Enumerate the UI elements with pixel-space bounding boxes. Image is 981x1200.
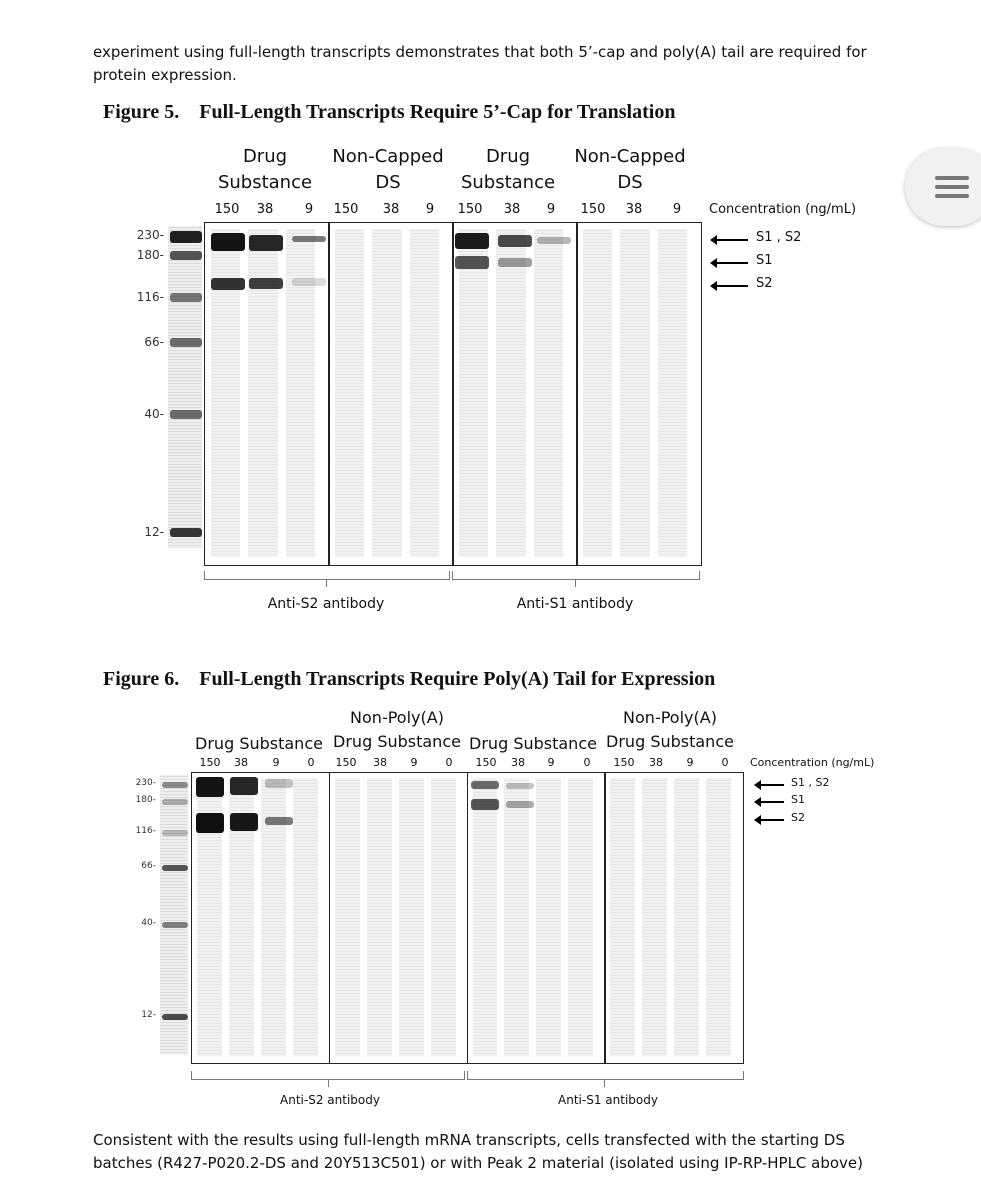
figure6-lane xyxy=(642,778,667,1056)
figure5-group-header: Drug Substance xyxy=(217,146,313,193)
figure5-protein-band xyxy=(537,237,571,244)
paragraph-top: experiment using full-length transcripts demonstrates that both 5’-cap and poly(A) tail are required for protein expression. xyxy=(93,43,867,84)
figure6-concentration: 9 xyxy=(410,756,418,769)
figure5-lane xyxy=(410,229,439,557)
figure5-ladder-band xyxy=(170,338,202,347)
figure6-group-header: Non-Poly(A) Drug Substance xyxy=(333,708,461,751)
figure6-concentration: 0 xyxy=(721,756,729,769)
figure5-brace-left xyxy=(204,571,450,580)
figure6-ladder-label: 66- xyxy=(141,861,156,871)
figure6-concentration: 9 xyxy=(547,756,555,769)
figure6-number: Figure 6. xyxy=(103,668,180,690)
figure6-antibody-label: Anti-S2 antibody xyxy=(280,1093,380,1107)
figure6-protein-band xyxy=(265,779,293,788)
figure6-concentration: 38 xyxy=(373,756,387,769)
figure6-concentration: 150 xyxy=(475,756,497,769)
figure5-group-divider xyxy=(576,223,578,565)
figure5-band-label: S1 , S2 xyxy=(756,230,802,245)
figure6-group-divider xyxy=(467,773,469,1063)
figure6-lane xyxy=(536,778,561,1056)
figure5-lane xyxy=(620,229,649,557)
figure5-concentration: 9 xyxy=(672,202,682,217)
figure6-ladder-label: 40- xyxy=(141,918,156,928)
figure5-ladder-label: 12- xyxy=(144,525,164,539)
figure6-lane xyxy=(293,778,318,1056)
figure6-ladder-band xyxy=(162,865,188,871)
figure5-ladder-label: 40- xyxy=(144,407,164,421)
figure6-protein-band xyxy=(230,813,258,831)
figure6-protein-band xyxy=(471,799,499,810)
figure5-ladder-band xyxy=(170,231,202,243)
figure5-title-text: Full-Length Transcripts Require 5’-Cap for Translation xyxy=(199,101,676,123)
figure5-lane xyxy=(583,229,612,557)
figure5-ladder-label: 180- xyxy=(136,248,164,262)
figure5-concentration: 9 xyxy=(304,202,314,217)
figure5-protein-band xyxy=(211,233,245,251)
figure5-ladder-label: 230- xyxy=(136,228,164,242)
figure6-lane xyxy=(706,778,731,1056)
figure5-concentration: 38 xyxy=(382,202,400,217)
figure6-band-label: S2 xyxy=(791,811,805,824)
figure6-lane xyxy=(431,778,456,1056)
figure5-concentration: 38 xyxy=(625,202,643,217)
figure6-concentration: 150 xyxy=(335,756,357,769)
figure5-band-arrow xyxy=(716,285,748,287)
figure5-concentration-label: Concentration (ng/mL) xyxy=(709,202,857,217)
figure5-group-divider xyxy=(328,223,330,565)
figure6-brace-right xyxy=(467,1071,744,1080)
figure6-ladder xyxy=(160,775,188,1055)
figure5-group-divider xyxy=(452,223,454,565)
figure6-lane xyxy=(473,778,498,1056)
figure6-band-arrow xyxy=(760,784,784,786)
figure6-concentration: 9 xyxy=(272,756,280,769)
figure5-protein-band xyxy=(455,233,489,249)
figure5-brace-right xyxy=(452,571,700,580)
figure5-antibody-label: Anti-S2 antibody xyxy=(267,596,385,612)
figure6-ladder-band xyxy=(162,922,188,928)
figure5-title xyxy=(103,101,675,124)
figure5-lane xyxy=(534,229,563,557)
figure6-lane xyxy=(335,778,360,1056)
figure6-concentration: 0 xyxy=(307,756,315,769)
figure5-concentration: 9 xyxy=(425,202,435,217)
figure6-ladder-label: 116- xyxy=(135,826,156,836)
figure6-lane xyxy=(367,778,392,1056)
figure5-protein-band xyxy=(498,235,532,247)
figure6-protein-band xyxy=(196,777,224,797)
figure5-gel-frame xyxy=(204,222,702,566)
figure5-ladder-band xyxy=(170,251,202,260)
figure5-concentration: 38 xyxy=(256,202,274,217)
figure6-gel-frame xyxy=(191,772,744,1064)
figure5-band-arrow xyxy=(716,262,748,264)
figure5-band-label: S1 xyxy=(756,253,773,268)
figure5-brace-tick xyxy=(326,579,327,587)
figure5-antibody-label: Anti-S1 antibody xyxy=(516,596,634,612)
figure5-concentration: 150 xyxy=(457,202,483,217)
figure5-brace-tick xyxy=(575,579,576,587)
figure5-concentration: 38 xyxy=(503,202,521,217)
figure5-protein-band xyxy=(249,278,283,289)
figure5-protein-band xyxy=(211,278,245,290)
figure6-concentration: 0 xyxy=(445,756,453,769)
figure6-ladder-band xyxy=(162,830,188,836)
figure5-protein-band xyxy=(249,235,283,251)
figure6-lane xyxy=(504,778,529,1056)
figure5-number: Figure 5. xyxy=(103,101,180,123)
figure6-lane xyxy=(568,778,593,1056)
figure6-ladder-label: 180- xyxy=(135,795,156,805)
figure6-title-text: Full-Length Transcripts Require Poly(A) Tail for Expression xyxy=(199,668,716,690)
figure6-group-header: Non-Poly(A) Drug Substance xyxy=(606,708,734,751)
figure6-group-divider xyxy=(329,773,331,1063)
figure6-band-arrow xyxy=(760,801,784,803)
figure5-group-header: Non-Capped DS xyxy=(332,146,444,193)
figure5-concentration: 150 xyxy=(333,202,359,217)
figure6-band-arrow xyxy=(760,819,784,821)
figure6-title xyxy=(103,668,715,691)
figure6-group-header: Drug Substance xyxy=(195,734,323,753)
figure6-ladder-band xyxy=(162,782,188,788)
figure6-protein-band xyxy=(506,783,534,789)
figure6-ladder-label: 230- xyxy=(135,778,156,788)
figure6-band-label: S1 xyxy=(791,793,805,806)
figure5-concentration: 150 xyxy=(580,202,606,217)
figure6-group-divider xyxy=(604,773,606,1063)
figure5-ladder-band xyxy=(170,410,202,419)
figure6-brace-tick xyxy=(604,1079,605,1087)
figure6-concentration: 150 xyxy=(613,756,635,769)
hamburger-menu-button[interactable] xyxy=(905,148,981,226)
figure5-protein-band xyxy=(498,258,532,267)
figure6-concentration: 38 xyxy=(234,756,248,769)
figure6-antibody-label: Anti-S1 antibody xyxy=(558,1093,658,1107)
paragraph-bottom: Consistent with the results using full-length mRNA transcripts, cells transfected with the starting DS batches (R427-P020.2-DS and 20Y513C501) or with Peak 2 material (isolated using IP-RP-HPLC above) xyxy=(93,1131,864,1172)
figure5-protein-band xyxy=(292,236,326,242)
figure5-lane xyxy=(496,229,525,557)
figure5-ladder-label: 66- xyxy=(144,335,164,349)
figure6-protein-band xyxy=(230,777,258,795)
figure6-concentration-label: Concentration (ng/mL) xyxy=(750,756,875,769)
figure6-ladder-band xyxy=(162,799,188,805)
figure5-ladder xyxy=(168,226,202,548)
figure6-protein-band xyxy=(506,801,534,808)
figure5-lane xyxy=(372,229,401,557)
figure6-ladder-band xyxy=(162,1014,188,1020)
figure6-group-header: Drug Substance xyxy=(469,734,597,753)
figure6-protein-band xyxy=(196,813,224,833)
figure5-band-arrow xyxy=(716,239,748,241)
figure6-concentration: 9 xyxy=(686,756,694,769)
figure6-concentration: 38 xyxy=(649,756,663,769)
figure6-lane xyxy=(399,778,424,1056)
figure5-ladder-band xyxy=(170,293,202,302)
figure5-ladder-band xyxy=(170,528,202,537)
figure5-lane xyxy=(459,229,488,557)
figure5-group-header: Non-Capped DS xyxy=(574,146,686,193)
figure5-ladder-label: 116- xyxy=(136,290,164,304)
figure6-lane xyxy=(674,778,699,1056)
figure6-concentration: 0 xyxy=(583,756,591,769)
figure5-group-header: Drug Substance xyxy=(460,146,556,193)
figure6-ladder-label: 12- xyxy=(141,1010,156,1020)
figure6-concentration: 150 xyxy=(199,756,221,769)
figure5-protein-band xyxy=(292,278,326,286)
figure5-protein-band xyxy=(455,256,489,269)
figure6-brace-tick xyxy=(328,1079,329,1087)
figure5-band-label: S2 xyxy=(756,276,773,291)
figure6-band-label: S1 , S2 xyxy=(791,776,830,789)
figure6-protein-band xyxy=(265,817,293,825)
figure6-concentration: 38 xyxy=(511,756,525,769)
figure6-protein-band xyxy=(471,781,499,789)
figure6-lane xyxy=(610,778,635,1056)
figure5-lane xyxy=(335,229,364,557)
figure5-concentration: 9 xyxy=(546,202,556,217)
figure5-lane xyxy=(658,229,687,557)
figure5-concentration: 150 xyxy=(214,202,240,217)
